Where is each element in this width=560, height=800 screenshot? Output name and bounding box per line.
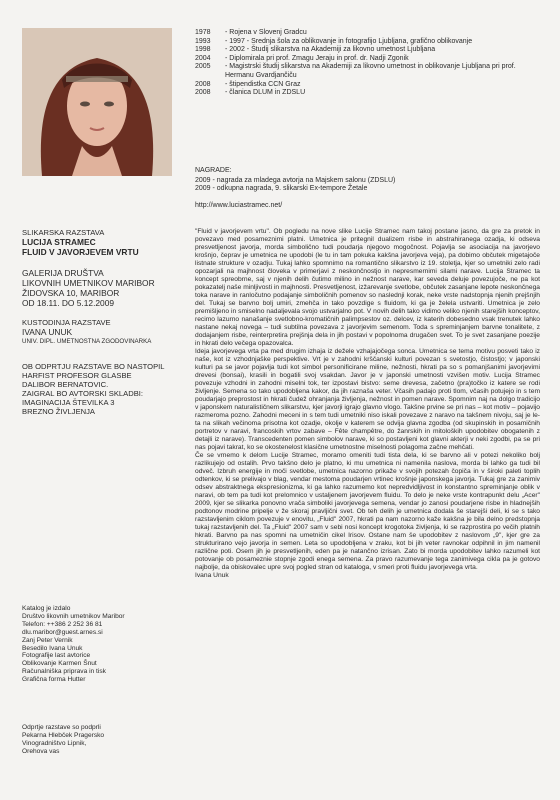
curator-block <box>22 318 182 346</box>
sponsor-line: Vinogradništvo Lipnik, <box>22 739 87 747</box>
essay-text <box>195 228 540 580</box>
colophon-line: Besedilo Ivana Unuk <box>22 644 83 652</box>
colophon-line: Katalog je izdalo <box>22 605 71 612</box>
colophon-line: Oblikovanje Karmen Šnut <box>22 660 97 668</box>
colophon-line: Telefon: ++386 2 252 36 81 <box>22 620 103 628</box>
curator-label: KUSTODINJA RAZSTAVE <box>22 318 111 327</box>
award-item: 2009 - nagrada za mladega avtorja na Majskem salonu (ZDSLU) <box>195 176 396 184</box>
awards-section <box>195 167 540 194</box>
bio-entry: 2008 - članica DLUM in ZDSLU <box>195 89 306 97</box>
biography-list <box>195 29 540 98</box>
gallery-line: LIKOVNIH UMETNIKOV MARIBOR <box>22 278 155 288</box>
opening-line: IMAGINACIJA ŠTEVILKA 3 <box>22 398 115 407</box>
website-link[interactable]: http://www.luciastramec.net/ <box>195 202 283 209</box>
bio-entry: 1993 - 1997 - Srednja šola za oblikovanje in fotografijo Ljubljana, grafično oblikovanje <box>195 37 473 45</box>
bio-entry: 1978 - Rojena v Slovenj Gradcu <box>195 29 307 36</box>
essay-paragraph: Če se vrnemo k delom Lucije Stramec, moramo omeniti tudi tista dela, ki se barvno ali v potezi nekoliko bolj razlikujejo od ostalih. Prvo takšno delo je platno, ki mu umetnica ni namenila naslova, morda bi lahko ga tudi bil odveč. Izbruh energije in moči svetlobe, umetnica nazorno prikaže v svojih potezah čopiča in v široki paleti toplih odtenkov, ki se prelivajo v blag, vendar mestoma poudarjen vrtinec krošnje japonskega javorja. Tukaj gre za zanimiv odsev abstraktnega ekspresionizma, ki ga lahko razumemo kot nepredvidljivost in konstantno spreminjanje oblik v naravi, ob tem pa tudi kot prelomnico v ustaljenem javorjevem fluidu. To delo je neke vrste kontrapunkt delu „Acer" 2009, kjer se slikarka ponovno vrača simboliki javorjevega semena, vendar jo zanosi poudarjene risbe in hladnejših podtonov modrine pripelje v že skoraj pravljični svet. Ob teh delih je umetnica dodala še starejši deli, ki se s tako razstavljenim ciklom povezuje v enovitu, „Fluid" 2007, hkrati pa nam nazorno kaže kakšna je bila delno predstopnja tukaj razstavljenih del. Ta „Fluid" 2007 sam v sebi nosi koncept krogotoka življenja, ki se razprostira po večih platnih hkrati. Barvno pa nas spomni na umetničin cikel Irisov. Ostane nam še upodobitev z naslovom „9", kjer gre za strukturirano vejo javorja in semen. Leta so upodobljena v zraku, kot bi jih veter ravnokar odpihnil in jim namenil različne poti. Osem jih je presvetljenih, eden pa je natančno izrisan. Zato bi morda upodobitev lahko razumeli kot potovanje ob posameznie stopnje zgodi enega semena. Za pravo razumevanje tega zanimivega cikla pa je gotovo najbolje, da obiskovalec upre svoj pogled stran od kataloga, v smeri proti fluidu javorjevega vrta. <box>195 452 540 571</box>
gallery-address: ŽIDOVSKA 10, MARIBOR <box>22 288 120 298</box>
colophon-line: Zanj Peter Vernik <box>22 636 73 644</box>
exhibition-title: FLUID V JAVORJEVEM VRTU <box>22 247 139 257</box>
exhibition-block <box>22 228 182 257</box>
bio-entry: 2005 - Magistrski študij slikarstva na Akademiji za likovno umetnost in oblikovanje Ljubljana pri prof. Hermanu Gvardjančiču <box>195 63 516 79</box>
colophon-line: Računalniška priprava in tisk <box>22 668 106 676</box>
gallery-block <box>22 268 182 308</box>
award-item: 2009 - odkupna nagrada, 9. slikarski Ex-tempore Žetale <box>195 185 368 193</box>
essay-paragraph: "Fluid v javorjevem vrtu". Ob pogledu na nove slike Lucije Stramec nam takoj postane jasno, da gre za pretok in povezavo med posameznimi platni. Umetnica je pritegnil dualizem risbe in abstrahiranega ozadja, ki odseva presvetljenost javorja, morda simbolično tudi poudarja njegovo mogočnost. Pojavlja se asociacija na javorjevo krošnjo, čeprav je umetnica ne upodobi (le tu in tam pokuka kakšna javorjeva veja), pa dobimo občutek migetajoče listnate strukture v ozadju. Tukaj lahko spomnimo na romantično slikarstvo iz 19. stoletja, kjer so umetniki zelo radi opozarjali na majhnost človeka v primerjavi z neskončnostjo in nepresmernimi silami narave. Lucija Stramec ta koncept spreobrne, saj v njenih delih čutimo milino in nežnost narave, kar seveda deluje povezujoče, ne pa kot pokazatelj naše minljivosti in majhnosti. Presvetljenost, izžarevanje svetlobe, občutek zasanjane lepote neskončnega toka narave in ranločutno podajanje simboličnih pomenov so naslednji korak, neke vrste nadstopnja njenih prejšnjih del. Tukaj se barvno bolj umiri, zmehča in tako povzdige s fluidom, ki ga je želela ustvariti. Umetnica je zelo premišljeno in smiselno nadaljevala svojo ustvarjalno pot. V novih delih tako vidimo veliko njenih starejših konceptov, recimo lazurno nanašanje svetlobno-kromatičnih palimpsestov oz. delcev, iz katerih dobesedno vsak trenutek lahko nastane nekaj novega – tudi subtilna povezava z javorjevim semenom. Toda s spreminjanjem barvne tonalitete, z dodajanjem risbe, reinterpretira prejšnja dela in jih postavi v popolnoma drugačen svet. To je svet zasanjane poezije in hkrati delo večega opazovalca. <box>195 228 540 347</box>
curator-name: IVANA UNUK <box>22 327 73 337</box>
essay-author: Ivana Unuk <box>195 572 229 579</box>
essay-paragraph: Ideja javorjevega vrta pa med drugim izhaja iz dežele vzhajajočega sonca. Umetnica se tema motivu posveti tako iz naše, kot iz vzhodnjaške perspektive. Vrt je v zahodni krščanski kulturi povezan s svetostjo, čistostjo; v japonski kulturi pa se javor pojavlja tudi kot simbol personificirane miline, nežnosti, hkrati pa so s pomanjšanimi javorjevimi drevesi (bonsai), krasili in bogatili svoj vsakdan. Javor je v japonski umetnosti vzvišen motiv. Lucija Stramec povezuje vzhodni in zahodni miselni tok, ter izpostavi bistvo: seme drevesa, začetno (pra)točko iz katere se rodi življenje. Semena so tako upodobljena kakor, da jih raznaša veter. Včasih padajo proti tlom, včasih potujejo in s tem poudarjajo preprostost in hkrati čudež ohranjanja življenja, nežnost in pomen narave. Spomnim naj na dolgo tradicijo v japonskem naturalističnem slikarstvu, kjer javorji igrajo glavno vlogo. Takšne prvine se pri nas – kot motiv – pojavijo razmeroma pozno. Zahodni meceni in s tem tudi umetniki niso iskali povezave z naravo na takšnem nivoju, saj je le-ta na slikah večinoma prisotna kot ozadje, okolje v katerem se odvija glavna zgodba (od skupinskih in posamičnih portretov v naravi, francoskih vrtov zabave – Fête champêtre, do žanrskih in mitoloških upodobitev obogatenih z detajli iz narave). Transcedenten pomen simbolov narave, ki so postavljeni kot glavni akterji v neki zgodbi, pa se pri nas pojavi takrat, ko se okostenelost klasične umetnostne miselnosti polagoma začne mehčati. <box>195 348 540 451</box>
sponsor-line: Orehova vas <box>22 747 60 755</box>
curator-title: UNIV. DIPL. UMETNOSTNA ZGODOVINARKA <box>22 338 152 345</box>
opening-line: BREZNO ŽIVLJENJA <box>22 407 95 416</box>
colophon <box>22 605 182 684</box>
sponsors <box>22 724 182 756</box>
exhibition-dates: OD 18.11. DO 5.12.2009 <box>22 298 115 308</box>
bio-entry: 2004 - Diplomirala pri prof. Zmagu Jeraju in prof. dr. Nadji Zgonik <box>195 54 409 62</box>
sponsor-line: Pekarna Hlebček Pragersko <box>22 731 105 739</box>
artist-name: LUCIJA STRAMEC <box>22 237 96 247</box>
sponsor-line: Odprtje razstave so podprli <box>22 724 101 731</box>
bio-entry: 2008 - štipendistka CCN Graz <box>195 80 301 88</box>
email-link[interactable]: dlu.maribor@guest.arnes.si <box>22 628 103 636</box>
opening-line: ZAIGRAL BO AVTORSKI SKLADBI: <box>22 389 143 398</box>
bio-entry: 1998 - 2002 - Študij slikarstva na Akademiji za likovno umetnost Ljubljana <box>195 46 436 54</box>
opening-line: DALIBOR BERNATOVIC. <box>22 380 109 389</box>
colophon-line: Grafična forma Hutter <box>22 676 86 684</box>
exhibition-label: SLIKARSKA RAZSTAVA <box>22 228 105 237</box>
awards-heading: NAGRADE: <box>195 167 232 174</box>
opening-line: HARFIST PROFESOR GLASBE <box>22 371 132 380</box>
gallery-line: GALERIJA DRUŠTVA <box>22 268 104 278</box>
colophon-line: Fotografije last avtorice <box>22 652 91 660</box>
artist-portrait-photo <box>22 28 172 176</box>
opening-program <box>22 362 182 416</box>
portrait-image <box>22 28 172 176</box>
colophon-line: Društvo likovnih umetnikov Maribor <box>22 612 125 620</box>
opening-line: OB ODPRTJU RAZSTAVE BO NASTOPIL <box>22 362 165 371</box>
